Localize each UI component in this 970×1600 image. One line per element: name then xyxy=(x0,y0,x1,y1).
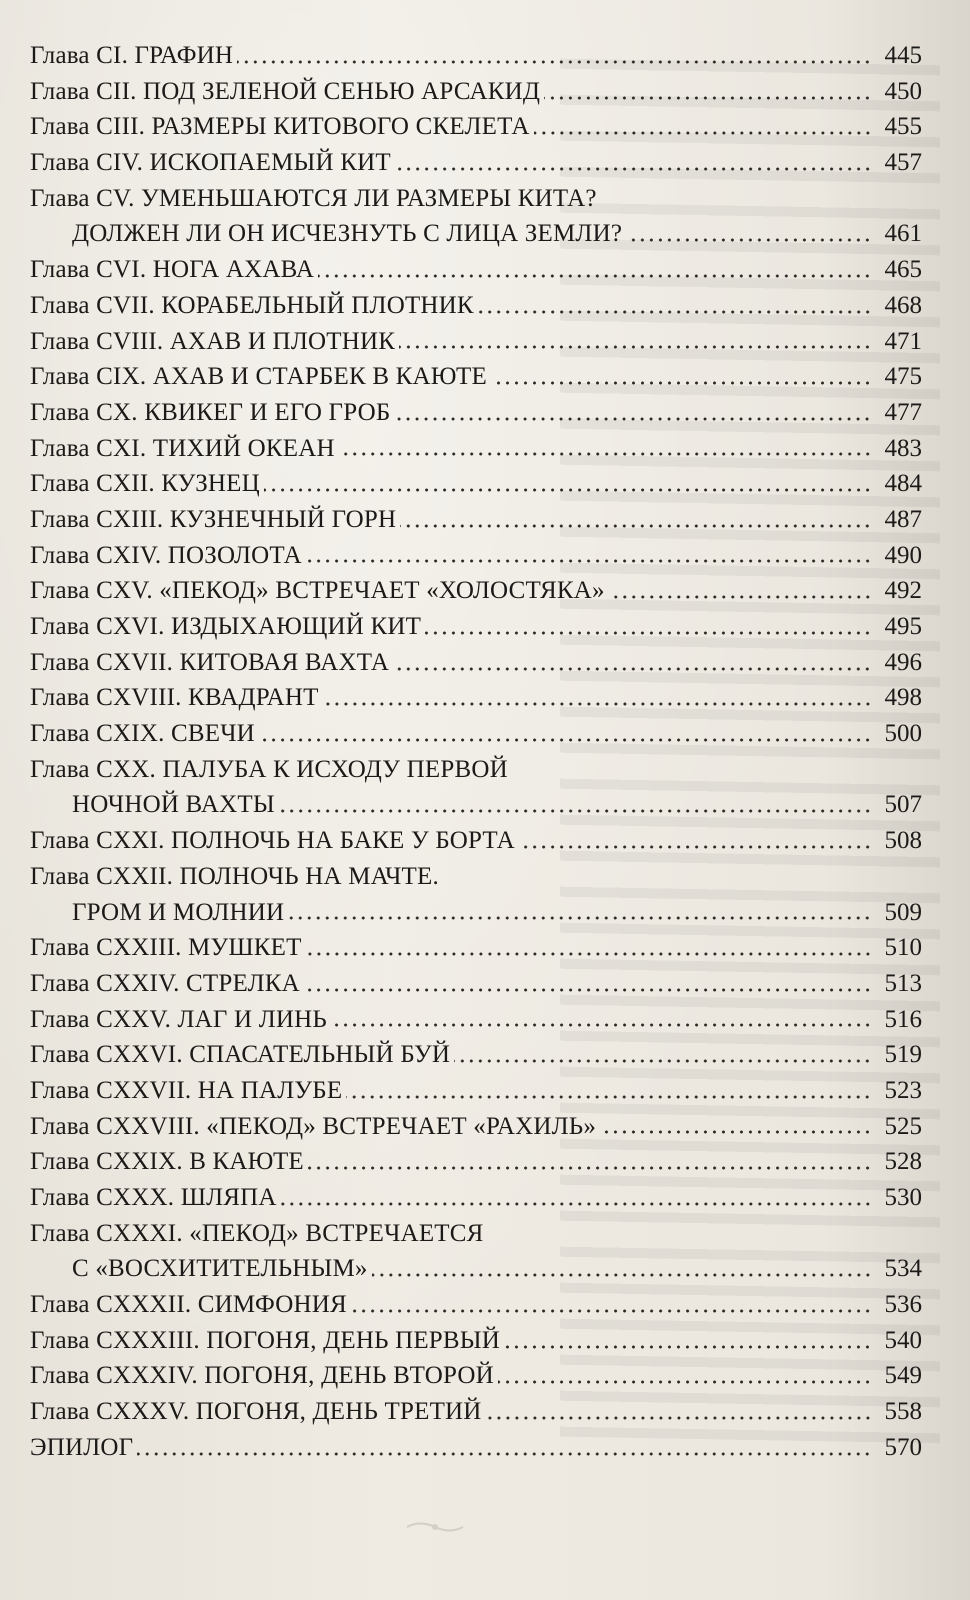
toc-entry-page-number: 525 xyxy=(884,1112,922,1140)
toc-entry-page-number: 530 xyxy=(884,1184,922,1211)
toc-entry-title: Глава CXIX. СВЕЧИ xyxy=(30,720,255,748)
toc-entry xyxy=(30,1358,922,1394)
toc-entry-title: Глава CXXVIII. «ПЕКОД» ВСТРЕЧАЕТ «РАХИЛЬ» xyxy=(30,1112,597,1140)
toc-entry-title: Глава CXXIV. СТРЕЛКА xyxy=(30,969,300,997)
dot-leader xyxy=(137,1444,872,1464)
toc-entry xyxy=(30,966,922,1002)
toc-entry-page-number: 450 xyxy=(884,77,922,105)
toc-entry xyxy=(30,181,922,217)
dot-leader xyxy=(351,1301,872,1321)
toc-entry-title: Глава CXII. КУЗНЕЦ xyxy=(30,470,260,498)
toc-entry-title: Глава CVII. КОРАБЕЛЬНЫЙ ПЛОТНИК xyxy=(30,291,474,319)
toc-entry-page-number: 445 xyxy=(884,42,922,69)
toc-entry-page-number: 465 xyxy=(884,256,922,284)
toc-entry-title: Глава CXI. ТИХИЙ ОКЕАН xyxy=(30,434,335,462)
toc-entry xyxy=(30,1002,922,1038)
dot-leader xyxy=(308,1158,872,1178)
toc-entry-page-number: 461 xyxy=(884,220,922,248)
toc-entry xyxy=(30,1180,922,1216)
toc-entry xyxy=(30,752,922,788)
toc-entry-page-number: 523 xyxy=(884,1076,922,1104)
toc-entry-title: Глава CXVII. КИТОВАЯ ВАХТА xyxy=(30,648,390,676)
dot-leader xyxy=(306,551,872,571)
toc-entry xyxy=(30,645,922,681)
toc-entry-page-number: 540 xyxy=(884,1326,922,1354)
toc-entry-title: Глава CXXVII. НА ПАЛУБЕ xyxy=(30,1076,343,1104)
toc-entry-page-number: 468 xyxy=(884,291,922,319)
toc-entry xyxy=(30,252,922,288)
toc-entry xyxy=(30,359,922,395)
toc-entry-title: С «ВОСХИТИТЕЛЬНЫМ» xyxy=(72,1255,368,1283)
toc-entry xyxy=(30,109,922,145)
dot-leader xyxy=(399,337,872,357)
dot-leader xyxy=(279,801,872,821)
dot-leader xyxy=(304,980,872,1000)
toc-entry-page-number: 570 xyxy=(884,1433,922,1461)
page-ornament-icon xyxy=(405,1520,465,1534)
toc-entry-title: Глава CXXVI. СПАСАТЕЛЬНЫЙ БУЙ xyxy=(30,1041,451,1069)
toc-entry-title: НОЧНОЙ ВАХТЫ xyxy=(72,791,275,819)
toc-entry-title: Глава CXXIX. В КАЮТЕ xyxy=(30,1148,304,1176)
dot-leader xyxy=(626,230,872,250)
dot-leader xyxy=(237,52,872,72)
table-of-contents xyxy=(30,38,922,1466)
dot-leader xyxy=(306,944,872,964)
toc-entry xyxy=(30,1251,922,1287)
dot-leader xyxy=(400,516,872,536)
dot-leader xyxy=(372,1265,872,1285)
dot-leader xyxy=(519,837,872,857)
toc-entry-page-number: 495 xyxy=(884,613,922,640)
toc-entry xyxy=(30,538,922,574)
toc-entry xyxy=(30,288,922,324)
toc-entry xyxy=(30,466,922,502)
toc-entry-page-number: 471 xyxy=(884,327,922,355)
toc-entry-title: Глава CXXII. ПОЛНОЧЬ НА МАЧТЕ. xyxy=(30,862,439,890)
toc-entry xyxy=(30,431,922,467)
toc-entry-page-number: 510 xyxy=(884,934,922,962)
dot-leader xyxy=(393,659,872,679)
toc-entry-title: Глава CXXI. ПОЛНОЧЬ НА БАКЕ У БОРТА xyxy=(30,827,515,855)
toc-entry-page-number: 549 xyxy=(884,1362,922,1390)
toc-entry-title: Глава CXXXV. ПОГОНЯ, ДЕНЬ ТРЕТИЙ xyxy=(30,1398,482,1426)
toc-entry xyxy=(30,1430,922,1466)
toc-entry xyxy=(30,1394,922,1430)
toc-entry-title: Глава CV. УМЕНЬШАЮТСЯ ЛИ РАЗМЕРЫ КИТА? xyxy=(30,184,597,212)
dot-leader xyxy=(491,373,872,393)
toc-entry-title: Глава CXXXIII. ПОГОНЯ, ДЕНЬ ПЕРВЫЙ xyxy=(30,1326,501,1354)
toc-entry-page-number: 519 xyxy=(884,1041,922,1069)
toc-entry-title: Глава CXXIII. МУШКЕТ xyxy=(30,934,302,962)
dot-leader xyxy=(504,1337,872,1357)
toc-entry-page-number: 534 xyxy=(884,1255,922,1283)
dot-leader xyxy=(498,1372,872,1392)
toc-entry-page-number: 558 xyxy=(884,1398,922,1426)
toc-entry-title: ЭПИЛОГ xyxy=(30,1433,134,1461)
toc-entry xyxy=(30,1109,922,1145)
toc-entry-title: Глава CXXXI. «ПЕКОД» ВСТРЕЧАЕТСЯ xyxy=(30,1219,484,1247)
dot-leader xyxy=(600,1122,872,1142)
toc-entry-title: Глава CIII. РАЗМЕРЫ КИТОВОГО СКЕЛЕТА xyxy=(30,113,530,141)
dot-leader xyxy=(259,730,872,750)
dot-leader xyxy=(346,1087,872,1107)
toc-entry-title: Глава CXVI. ИЗДЫХАЮЩИЙ КИТ xyxy=(30,613,422,640)
toc-entry-title: Глава CIV. ИСКОПАЕМЫЙ КИТ xyxy=(30,149,391,177)
toc-entry-page-number: 490 xyxy=(884,541,922,569)
dot-leader xyxy=(323,694,872,714)
toc-entry-page-number: 492 xyxy=(884,577,922,605)
toc-entry-title: Глава CXXXIV. ПОГОНЯ, ДЕНЬ ВТОРОЙ xyxy=(30,1362,494,1390)
dot-leader xyxy=(534,123,872,143)
toc-entry-title: Глава CXXXII. СИМФОНИЯ xyxy=(30,1291,347,1319)
toc-entry xyxy=(30,573,922,609)
toc-entry-page-number: 477 xyxy=(884,398,922,426)
toc-entry-page-number: 496 xyxy=(884,648,922,676)
dot-leader xyxy=(395,159,872,179)
toc-entry-page-number: 508 xyxy=(884,827,922,855)
toc-entry-title: Глава CII. ПОД ЗЕЛЕНОЙ СЕНЬЮ АРСАКИД xyxy=(30,77,541,105)
dot-leader xyxy=(425,623,872,643)
toc-entry-page-number: 455 xyxy=(884,113,922,141)
toc-entry xyxy=(30,1323,922,1359)
toc-entry xyxy=(30,895,922,931)
toc-entry-page-number: 500 xyxy=(884,720,922,748)
toc-entry-title: Глава CI. ГРАФИН xyxy=(30,42,234,69)
toc-entry-title: Глава CX. КВИКЕГ И ЕГО ГРОБ xyxy=(30,398,391,426)
toc-entry-page-number: 484 xyxy=(884,470,922,498)
toc-entry-title: Глава CXX. ПАЛУБА К ИСХОДУ ПЕРВОЙ xyxy=(30,755,508,783)
toc-entry-title: Глава CXIII. КУЗНЕЧНЫЙ ГОРН xyxy=(30,505,397,533)
toc-entry xyxy=(30,787,922,823)
dot-leader xyxy=(394,409,872,429)
toc-entry xyxy=(30,716,922,752)
toc-entry xyxy=(30,1037,922,1073)
dot-leader xyxy=(288,908,872,928)
toc-entry-title: Глава CVI. НОГА АХАВА xyxy=(30,256,315,284)
dot-leader xyxy=(331,1015,872,1035)
toc-entry-page-number: 487 xyxy=(884,505,922,533)
toc-entry xyxy=(30,1144,922,1180)
dot-leader xyxy=(318,266,872,286)
toc-entry-title: ГРОМ И МОЛНИИ xyxy=(72,898,285,926)
toc-entry-page-number: 513 xyxy=(884,969,922,997)
toc-entry-title: ДОЛЖЕН ЛИ ОН ИСЧЕЗНУТЬ С ЛИЦА ЗЕМЛИ? xyxy=(72,220,623,248)
dot-leader xyxy=(486,1408,872,1428)
dot-leader xyxy=(264,480,872,500)
toc-entry-page-number: 528 xyxy=(884,1148,922,1176)
toc-entry-page-number: 536 xyxy=(884,1291,922,1319)
toc-entry-page-number: 507 xyxy=(884,791,922,819)
dot-leader xyxy=(339,444,872,464)
toc-entry xyxy=(30,502,922,538)
toc-entry-title: Глава CXV. «ПЕКОД» ВСТРЕЧАЕТ «ХОЛОСТЯКА» xyxy=(30,577,605,605)
toc-entry-page-number: 457 xyxy=(884,149,922,177)
toc-entry-page-number: 509 xyxy=(884,898,922,926)
dot-leader xyxy=(478,302,872,322)
toc-entry xyxy=(30,823,922,859)
toc-entry xyxy=(30,395,922,431)
toc-entry-title: Глава CIX. АХАВ И СТАРБЕК В КАЮТЕ xyxy=(30,363,487,391)
dot-leader xyxy=(454,1051,872,1071)
toc-entry xyxy=(30,1073,922,1109)
toc-entry xyxy=(30,74,922,110)
toc-entry xyxy=(30,324,922,360)
toc-entry-title: Глава CXXV. ЛАГ И ЛИНЬ xyxy=(30,1005,327,1033)
toc-entry-title: Глава CXVIII. КВАДРАНТ xyxy=(30,684,319,712)
toc-entry xyxy=(30,680,922,716)
dot-leader xyxy=(281,1194,872,1214)
toc-entry-title: Глава CVIII. АХАВ И ПЛОТНИК xyxy=(30,327,396,355)
toc-entry-page-number: 475 xyxy=(884,363,922,391)
toc-entry-title: Глава CXXX. ШЛЯПА xyxy=(30,1184,277,1211)
toc-entry xyxy=(30,38,922,74)
toc-entry xyxy=(30,859,922,895)
toc-entry xyxy=(30,145,922,181)
toc-entry xyxy=(30,609,922,645)
dot-leader xyxy=(609,587,872,607)
toc-entry-page-number: 498 xyxy=(884,684,922,712)
toc-entry-page-number: 516 xyxy=(884,1005,922,1033)
toc-entry xyxy=(30,1287,922,1323)
toc-entry-page-number: 483 xyxy=(884,434,922,462)
toc-entry xyxy=(30,1216,922,1252)
dot-leader xyxy=(544,88,872,108)
toc-entry xyxy=(30,930,922,966)
toc-entry-title: Глава CXIV. ПОЗОЛОТА xyxy=(30,541,302,569)
toc-entry xyxy=(30,216,922,252)
